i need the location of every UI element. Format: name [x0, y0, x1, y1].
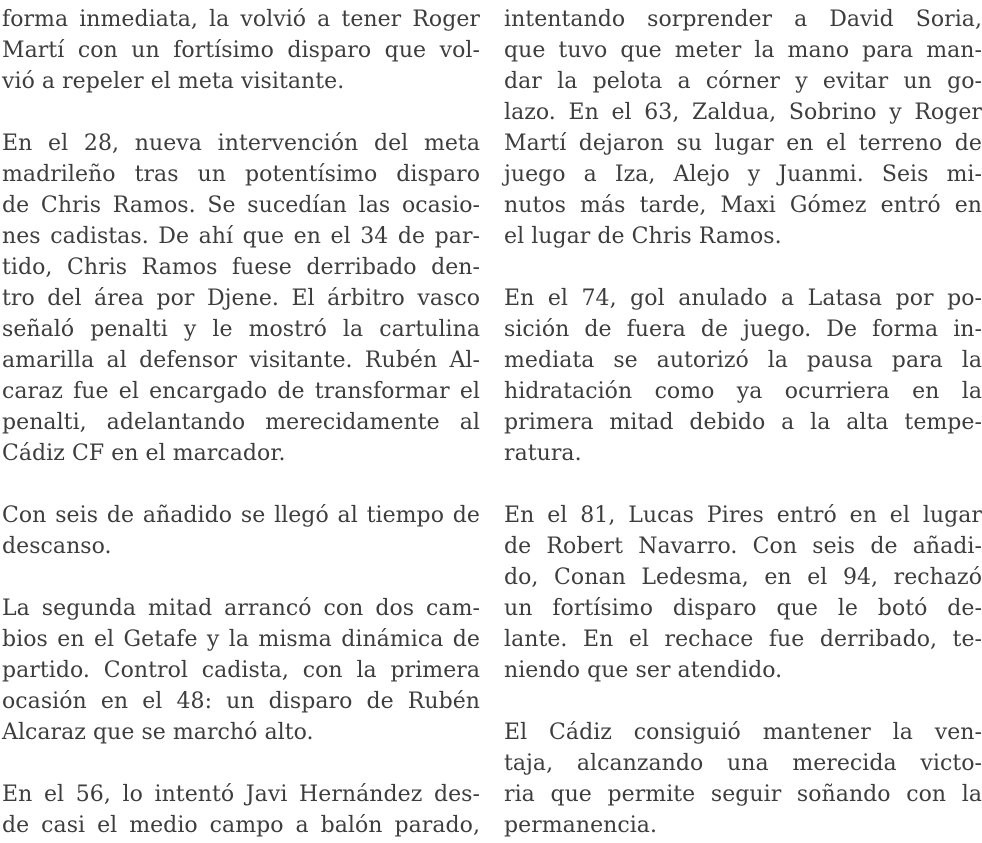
paragraph-spacing	[2, 469, 480, 500]
text-line: señaló penalti y le mostró la cartulina	[2, 317, 480, 342]
text-line: Alcaraz que se marchó alto.	[2, 720, 314, 745]
paragraph-spacing	[2, 748, 480, 779]
text-line: Cádiz CF en el marcador.	[2, 441, 286, 466]
article-paragraph	[504, 717, 982, 841]
text-line: nes cadistas. De ahí que en el 34 de par-	[2, 224, 480, 249]
text-line: ria que permite seguir soñando con la	[504, 782, 982, 807]
text-line: partido. Control cadista, con la primera	[2, 658, 480, 683]
article-paragraph	[504, 283, 982, 469]
article-column-left	[2, 4, 480, 841]
text-line: En el 28, nueva intervención del meta	[2, 131, 480, 156]
text-line: niendo que ser atendido.	[504, 658, 783, 683]
text-line: taja, alcanzando una merecida victo-	[504, 751, 982, 776]
text-line: bios en el Getafe y la misma dinámica de	[2, 627, 480, 652]
paragraph-spacing	[504, 252, 982, 283]
text-line: ratura.	[504, 441, 582, 466]
text-line: juego a Iza, Alejo y Juanmi. Seis mi-	[504, 162, 982, 187]
text-line: mediata se autorizó la pausa para la	[504, 348, 982, 373]
text-line: En el 56, lo intentó Javi Hernández des-	[2, 782, 480, 807]
text-line: de Chris Ramos. Se sucedían las ocasio-	[2, 193, 480, 218]
text-line: forma inmediata, la volvió a tener Roger	[2, 7, 480, 32]
text-line: Con seis de añadido se llegó al tiempo de	[2, 503, 480, 528]
text-line: lante. En el rechace fue derribado, te-	[504, 627, 982, 652]
article-paragraph	[504, 4, 982, 252]
text-line: primera mitad debido a la alta tempe-	[504, 410, 982, 435]
text-line: permanencia.	[504, 813, 658, 838]
text-line: el lugar de Chris Ramos.	[504, 224, 782, 249]
text-line: intentando sorprender a David Soria,	[504, 7, 982, 32]
text-line: En el 74, gol anulado a Latasa por po-	[504, 286, 982, 311]
text-line: En el 81, Lucas Pires entró en el lugar	[504, 503, 982, 528]
text-line: nutos más tarde, Maxi Gómez entró en	[504, 193, 982, 218]
text-line: caraz fue el encargado de transformar el	[2, 379, 480, 404]
text-line: lazo. En el 63, Zaldua, Sobrino y Roger	[504, 100, 982, 125]
text-line: que tuvo que meter la mano para man-	[504, 38, 982, 63]
text-line: tro del área por Djene. El árbitro vasco	[2, 286, 480, 311]
text-line: dar la pelota a córner y evitar un go-	[504, 69, 982, 94]
text-line: penalti, adelantando merecidamente al	[2, 410, 480, 435]
text-line: sición de fuera de juego. De forma in-	[504, 317, 982, 342]
text-line: un fortísimo disparo que le botó de-	[504, 596, 982, 621]
text-line: do, Conan Ledesma, en el 94, rechazó	[504, 565, 982, 590]
paragraph-spacing	[504, 686, 982, 717]
article-paragraph	[2, 593, 480, 748]
text-line: descanso.	[2, 534, 112, 559]
article-column-right	[504, 4, 982, 841]
paragraph-spacing	[2, 97, 480, 128]
article-paragraph	[2, 500, 480, 562]
article-paragraph	[2, 128, 480, 469]
paragraph-spacing	[504, 469, 982, 500]
text-line: hidratación como ya ocurriera en la	[504, 379, 982, 404]
text-line: madrileño tras un potentísimo disparo	[2, 162, 480, 187]
text-line: El Cádiz consiguió mantener la ven-	[504, 720, 982, 745]
text-line: de casi el medio campo a balón parado,	[2, 813, 480, 838]
text-line: de Robert Navarro. Con seis de añadi-	[504, 534, 982, 559]
text-line: tido, Chris Ramos fuese derribado den-	[2, 255, 480, 280]
article-paragraph	[2, 4, 480, 97]
text-line: La segunda mitad arrancó con dos cam-	[2, 596, 480, 621]
article-paragraph	[2, 779, 480, 841]
text-line: amarilla al defensor visitante. Rubén Al-	[2, 348, 480, 373]
text-line: Martí con un fortísimo disparo que vol-	[2, 38, 480, 63]
text-line: Martí dejaron su lugar en el terreno de	[504, 131, 982, 156]
text-line: ocasión en el 48: un disparo de Rubén	[2, 689, 480, 714]
text-line: vió a repeler el meta visitante.	[2, 69, 345, 94]
article-paragraph	[504, 500, 982, 686]
paragraph-spacing	[2, 562, 480, 593]
